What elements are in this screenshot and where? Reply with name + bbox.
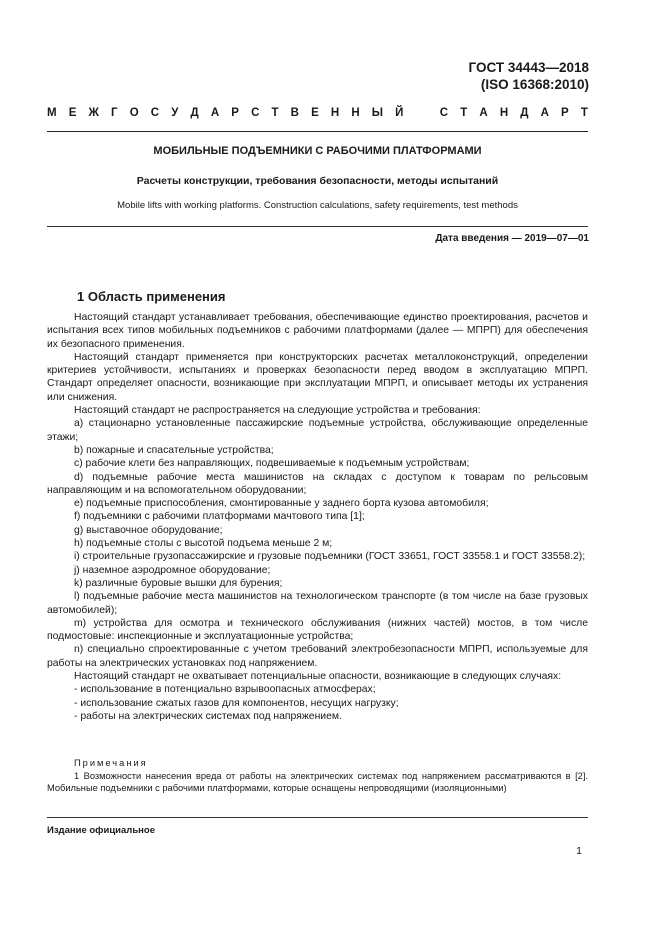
list-item: c) рабочие клети без направляющих, подвешиваемые к подъемным устройствам; [74, 458, 470, 470]
banner-letter: Н [330, 107, 340, 119]
banner-letter: А [210, 107, 220, 119]
banner-letter: Н [351, 107, 360, 119]
banner-letter: А [479, 107, 488, 119]
list-item: - использование в потенциально взрывоопасных атмосферах; [74, 684, 376, 696]
iso-code: (ISO 16368:2010) [480, 77, 589, 92]
standard-code: ГОСТ 34443—2018 [468, 60, 589, 75]
section-body [47, 311, 588, 723]
list-item: l) подъемные рабочие места машинистов на технологическом транспорте (в том числе на базе грузовых автомобилей); [47, 591, 588, 616]
list-item: d) подъемные рабочие места машинистов на складах с доступом к товарам по рельсовым направляющим и на вспомогательном оборудовании; [47, 471, 588, 496]
banner-letter: Р [231, 107, 239, 119]
banner-letter: Д [520, 107, 529, 119]
banner-letter: В [290, 107, 299, 119]
banner-letter: М [47, 107, 57, 119]
list-item: k) различные буровые вышки для бурения; [74, 577, 283, 589]
banner-letter: Д [190, 107, 199, 119]
banner-letter: Ж [88, 107, 99, 119]
banner-letter: Т [460, 107, 468, 119]
banner-letter: А [540, 107, 549, 119]
document-subtitle: Расчеты конструкции, требования безопасности, методы испытаний [136, 175, 499, 187]
banner-letter: Н [499, 107, 509, 119]
english-title: Mobile lifts with working platforms. Construction calculations, safety requirements, test methods [117, 200, 518, 211]
banner-letter: С [150, 107, 160, 119]
introduction-date: Дата введения — 2019—07—01 [435, 233, 589, 244]
title-divider [47, 226, 588, 227]
list-item: n) специально спроектированные с учетом требований электробезопасности МПРП, используемые для работы на электрических установках под напряжением. [47, 644, 588, 669]
page-number: 1 [576, 845, 582, 857]
list-item: h) подъемные столы с высотой подъема меньше 2 м; [74, 538, 333, 550]
list-item: f) подъемники с рабочими платформами мачтового типа [1]; [74, 511, 365, 523]
official-edition-label: Издание официальное [47, 825, 155, 836]
list-item: m) устройства для осмотра и технического обслуживания (нижних частей) мостов, в том числе подмостовые: инспекционные и эксплуатационные устройства; [47, 617, 588, 643]
paragraph: Настоящий стандарт устанавливает требования, обеспечивающие единство проектирования, расчетов и испытания всех типов мобильных подъемников с рабочими платформами (далее — МПРП) для обеспечения их безопасного применения. [47, 312, 588, 350]
interstate-standard-banner [47, 107, 588, 119]
banner-letter: Р [561, 107, 569, 119]
banner-letter: С [251, 107, 260, 119]
banner-letter: С [439, 107, 449, 119]
list-item: g) выставочное оборудование; [74, 524, 223, 536]
list-item: - работы на электрических системах под напряжением. [74, 710, 342, 722]
list-item: a) стационарно установленные пассажирские подъемные устройства, обслуживающие определенные этажи; [47, 418, 588, 443]
banner-divider [47, 131, 588, 132]
paragraph: Настоящий стандарт не охватывает потенциальные опасности, возникающие в следующих случаях: [74, 671, 562, 683]
list-item: j) наземное аэродромное оборудование; [74, 564, 271, 576]
banner-letter: Й [395, 107, 404, 119]
paragraph: Настоящий стандарт не распространяется на следующие устройства и требования: [74, 405, 481, 417]
paragraph: Настоящий стандарт применяется при конструкторских расчетах металлоконструкций, определении критериев устойчивости, испытаниях и проверках безопасности перед вводом в эксплуатацию МПРП. Стандарт определяет опасности, возникающие при эксплуатации МПРП, и описывает методы их устранения или снижения. [47, 351, 588, 403]
list-item: b) пожарные и спасательные устройства; [74, 444, 274, 456]
banner-letter: Е [68, 107, 77, 119]
document-title: МОБИЛЬНЫЕ ПОДЪЕМНИКИ С РАБОЧИМИ ПЛАТФОРМАМИ [153, 145, 482, 157]
banner-letter: У [171, 107, 179, 119]
banner-letter: Т [580, 107, 588, 119]
list-item: e) подъемные приспособления, смонтированные у заднего борта кузова автомобиля; [74, 498, 489, 510]
section-heading: 1 Область применения [77, 289, 226, 304]
footer-divider [47, 817, 588, 818]
banner-letter: О [129, 107, 139, 119]
banner-letter: Т [271, 107, 279, 119]
banner-letter: Г [111, 107, 118, 119]
note-text: 1 Возможности нанесения вреда от работы на электрических системах под напряжением рассматриваются в [2]. Мобильные подъемники с рабочими платформами, которые оснащены непроводящими (изоляционными) [47, 770, 588, 793]
notes-block [47, 757, 588, 795]
standard-designation [469, 59, 589, 93]
notes-heading: Примечания [74, 758, 148, 768]
banner-letter: Ы [371, 107, 384, 119]
list-item: i) строительные грузопассажирские и грузовые подъемники (ГОСТ 33651, ГОСТ 33558.1 и ГОСТ 33558.2); [74, 551, 586, 563]
banner-letter: Е [311, 107, 319, 119]
list-item: - использование сжатых газов для компонентов, несущих нагрузку; [74, 697, 399, 709]
